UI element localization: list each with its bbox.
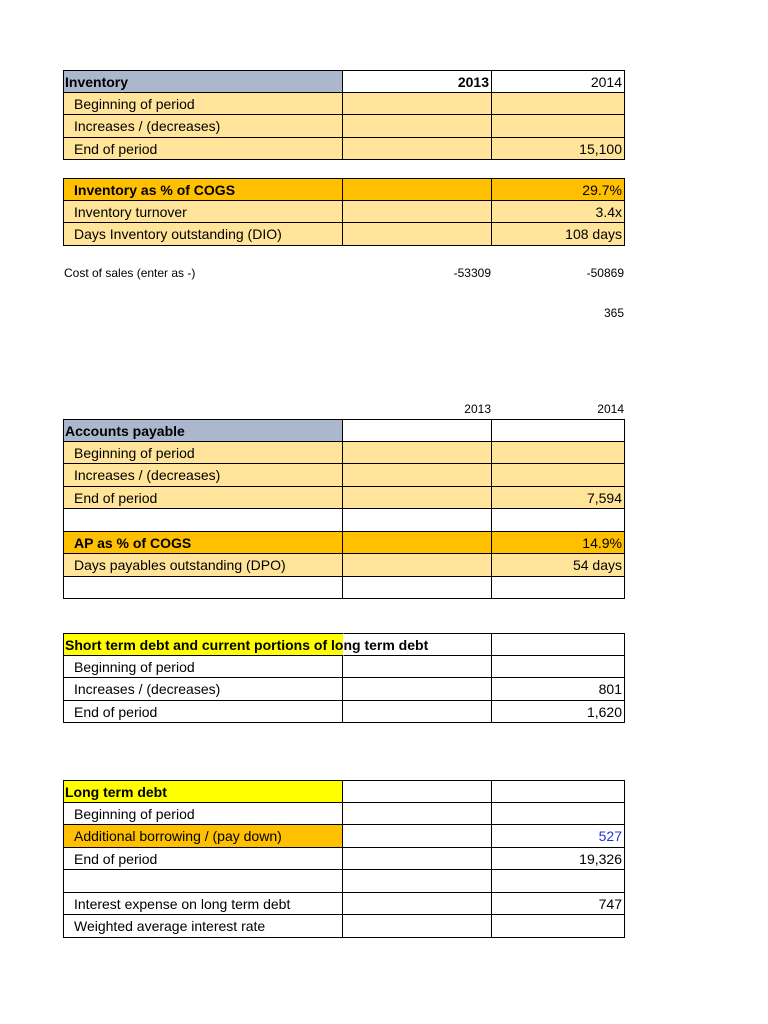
- inventory-ratio-label[interactable]: Inventory as % of COGS: [63, 178, 343, 201]
- table-row: [63, 442, 625, 465]
- table-row: [63, 178, 625, 201]
- inventory-year-2013[interactable]: 2013: [343, 70, 492, 93]
- ap-cell-2013[interactable]: [343, 577, 492, 600]
- inventory-ratio-2014[interactable]: 108 days: [492, 223, 625, 246]
- ap-header-cell-2014[interactable]: [492, 419, 625, 442]
- inventory-header-row: [63, 70, 625, 93]
- ap-row-label[interactable]: [63, 509, 343, 532]
- table-row: [63, 915, 625, 938]
- ap-row-label[interactable]: Beginning of period: [63, 442, 343, 465]
- ap-cell-2014[interactable]: 14.9%: [492, 532, 625, 555]
- ap-cell-2014[interactable]: [492, 442, 625, 465]
- ltd-cell-2013[interactable]: [343, 825, 492, 848]
- table-row: [63, 803, 625, 826]
- inventory-ratio-2014[interactable]: 3.4x: [492, 201, 625, 224]
- ap-cell-2013[interactable]: [343, 509, 492, 532]
- inventory-row-label[interactable]: Increases / (decreases): [63, 115, 343, 138]
- std-header-cell-2014[interactable]: [492, 633, 625, 656]
- ap-row-label[interactable]: AP as % of COGS: [63, 532, 343, 555]
- ap-cell-2013[interactable]: [343, 487, 492, 510]
- long-term-debt-table: [63, 780, 625, 938]
- inventory-cell-2013[interactable]: [343, 93, 492, 116]
- ltd-header-cell-2014[interactable]: [492, 780, 625, 803]
- ap-cell-2013[interactable]: [343, 554, 492, 577]
- inventory-row-label[interactable]: End of period: [63, 138, 343, 161]
- table-row: [63, 870, 625, 893]
- ltd-cell-2013[interactable]: [343, 803, 492, 826]
- table-row: [63, 893, 625, 916]
- inventory-ratio-2013[interactable]: [343, 178, 492, 201]
- ap-year-2014[interactable]: 2014: [597, 402, 624, 416]
- table-row: [63, 678, 625, 701]
- inventory-cell-2013[interactable]: [343, 115, 492, 138]
- ltd-cell-2014[interactable]: [492, 870, 625, 893]
- std-cell-2014[interactable]: [492, 656, 625, 679]
- inventory-cell-2013[interactable]: [343, 138, 492, 161]
- ltd-cell-2013[interactable]: [343, 893, 492, 916]
- ap-row-label[interactable]: End of period: [63, 487, 343, 510]
- ltd-header-row: [63, 780, 625, 803]
- ltd-cell-2014[interactable]: 19,326: [492, 848, 625, 871]
- cost-of-sales-2014[interactable]: -50869: [586, 266, 624, 280]
- ap-cell-2013[interactable]: [343, 532, 492, 555]
- ltd-row-label[interactable]: Additional borrowing / (pay down): [63, 825, 343, 848]
- ltd-cell-2014[interactable]: [492, 915, 625, 938]
- table-row: [63, 509, 625, 532]
- table-row: [63, 93, 625, 116]
- ltd-cell-2014[interactable]: 747: [492, 893, 625, 916]
- ltd-header-cell-2013[interactable]: [343, 780, 492, 803]
- ap-title[interactable]: Accounts payable: [63, 419, 343, 442]
- inventory-row-label[interactable]: Beginning of period: [63, 93, 343, 116]
- std-cell-2013[interactable]: [343, 656, 492, 679]
- ltd-cell-2014[interactable]: 527: [492, 825, 625, 848]
- cost-of-sales-label[interactable]: Cost of sales (enter as -): [64, 266, 196, 280]
- table-row: [63, 577, 625, 600]
- table-row: [63, 554, 625, 577]
- inventory-cell-2014[interactable]: [492, 93, 625, 116]
- ap-header-cell-2013[interactable]: [343, 419, 492, 442]
- inventory-cell-2014[interactable]: [492, 115, 625, 138]
- ltd-row-label[interactable]: Interest expense on long term debt: [63, 893, 343, 916]
- ltd-cell-2014[interactable]: [492, 803, 625, 826]
- days-in-year-value[interactable]: 365: [603, 306, 624, 320]
- std-row-label[interactable]: End of period: [63, 701, 343, 724]
- inventory-ratio-label[interactable]: Inventory turnover: [63, 201, 343, 224]
- inventory-title[interactable]: Inventory: [63, 70, 343, 93]
- ap-cell-2014[interactable]: [492, 509, 625, 532]
- ltd-row-label[interactable]: [63, 870, 343, 893]
- table-row: [63, 532, 625, 555]
- std-cell-2013[interactable]: [343, 678, 492, 701]
- ap-header-row: [63, 419, 625, 442]
- table-row: [63, 223, 625, 246]
- ltd-row-label[interactable]: Weighted average interest rate: [63, 915, 343, 938]
- accounts-payable-table: [63, 419, 625, 599]
- ltd-title[interactable]: Long term debt: [63, 780, 343, 803]
- ap-row-label[interactable]: Days payables outstanding (DPO): [63, 554, 343, 577]
- table-row: [63, 487, 625, 510]
- table-row: [63, 138, 625, 161]
- std-row-label[interactable]: Increases / (decreases): [63, 678, 343, 701]
- ap-cell-2014[interactable]: 7,594: [492, 487, 625, 510]
- std-row-label[interactable]: Beginning of period: [63, 656, 343, 679]
- ap-year-2013[interactable]: 2013: [464, 402, 491, 416]
- ap-cell-2013[interactable]: [343, 442, 492, 465]
- inventory-ratios-table: [63, 178, 625, 246]
- ap-cell-2014[interactable]: [492, 464, 625, 487]
- inventory-cell-2014[interactable]: 15,100: [492, 138, 625, 161]
- std-cell-2014[interactable]: 801: [492, 678, 625, 701]
- ltd-cell-2013[interactable]: [343, 915, 492, 938]
- inventory-year-2014[interactable]: 2014: [492, 70, 625, 93]
- table-row: [63, 848, 625, 871]
- ap-cell-2014[interactable]: 54 days: [492, 554, 625, 577]
- ltd-row-label[interactable]: Beginning of period: [63, 803, 343, 826]
- table-row: [63, 115, 625, 138]
- table-row: [63, 201, 625, 224]
- ltd-row-label[interactable]: End of period: [63, 848, 343, 871]
- inventory-ratio-2013[interactable]: [343, 223, 492, 246]
- table-row: [63, 701, 625, 724]
- inventory-ratio-label[interactable]: Days Inventory outstanding (DIO): [63, 223, 343, 246]
- inventory-table: [63, 70, 625, 160]
- ltd-cell-2013[interactable]: [343, 870, 492, 893]
- inventory-ratio-2014[interactable]: 29.7%: [492, 178, 625, 201]
- table-row: [63, 464, 625, 487]
- table-row: [63, 825, 625, 848]
- std-title[interactable]: Short term debt and current portions of long term debt: [63, 633, 343, 656]
- std-cell-2013[interactable]: [343, 701, 492, 724]
- std-cell-2014[interactable]: 1,620: [492, 701, 625, 724]
- short-term-debt-table: [63, 633, 625, 723]
- ap-row-label[interactable]: [63, 577, 343, 600]
- ap-cell-2014[interactable]: [492, 577, 625, 600]
- std-header-row: [63, 633, 625, 656]
- ap-cell-2013[interactable]: [343, 464, 492, 487]
- inventory-ratio-2013[interactable]: [343, 201, 492, 224]
- ltd-cell-2013[interactable]: [343, 848, 492, 871]
- ap-row-label[interactable]: Increases / (decreases): [63, 464, 343, 487]
- table-row: [63, 656, 625, 679]
- cost-of-sales-2013[interactable]: -53309: [453, 266, 491, 280]
